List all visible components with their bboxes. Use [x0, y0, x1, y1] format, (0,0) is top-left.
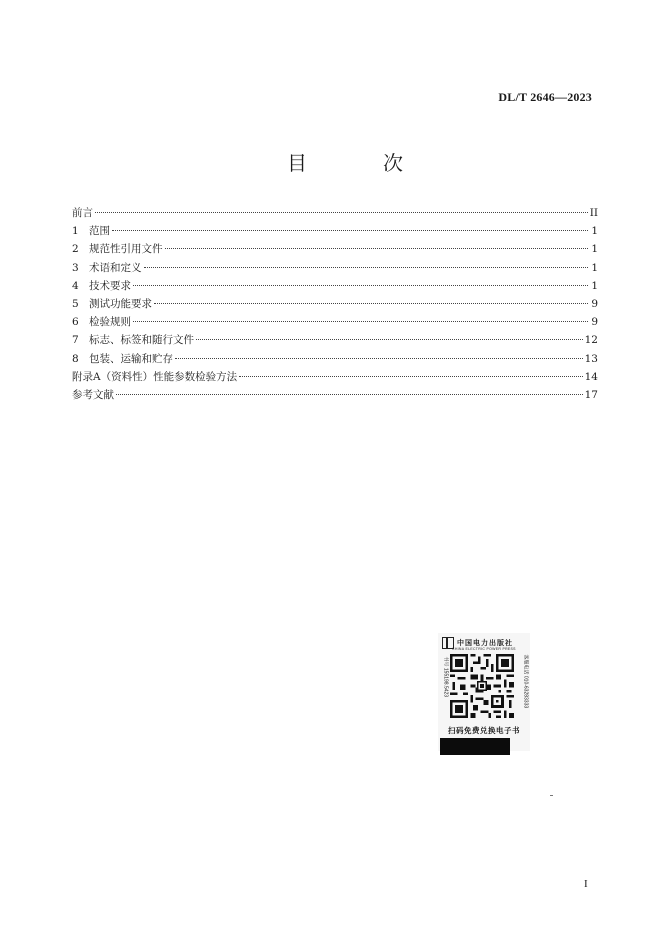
toc-entry[interactable]	[72, 204, 598, 222]
qr-code-icon[interactable]	[450, 654, 514, 718]
toc-entry-number: 4	[72, 279, 79, 292]
toc-entry-page: 1	[591, 261, 598, 274]
toc-entry[interactable]	[72, 222, 598, 240]
toc-entry-page: 17	[584, 388, 598, 401]
toc-entry-label: 检验规则	[89, 316, 131, 329]
toc-entry[interactable]	[72, 240, 598, 258]
toc-entry-number: 5	[72, 297, 79, 310]
qr-card	[438, 633, 530, 751]
toc-entry[interactable]	[72, 331, 598, 349]
page-title: 目 次	[287, 151, 431, 175]
standard-code: DL/T 2646—2023	[498, 90, 592, 104]
scan-caption: 扫码免费兑换电子书	[448, 726, 520, 735]
toc-entry-number: 1	[72, 225, 79, 238]
toc-entry-page: 12	[584, 334, 598, 347]
page-number: I	[584, 878, 588, 890]
scan-speck	[550, 795, 553, 796]
toc-leader-dots	[133, 321, 588, 322]
table-of-contents	[72, 204, 598, 404]
toc-leader-dots	[112, 230, 588, 231]
toc-entry[interactable]	[72, 277, 598, 295]
toc-entry-page: 1	[591, 279, 598, 292]
toc-entry-number: 2	[72, 243, 79, 256]
toc-leader-dots	[196, 339, 583, 340]
toc-entry-page: 1	[591, 243, 598, 256]
isbn-text: 书号 155198.5423	[442, 656, 449, 698]
toc-entry-page: 13	[584, 352, 598, 365]
toc-entry-page: II	[589, 207, 598, 219]
toc-entry-label: 术语和定义	[89, 261, 142, 274]
toc-entry[interactable]	[72, 386, 598, 404]
toc-entry-label: 标志、标签和随行文件	[89, 334, 194, 347]
toc-entry-label: 技术要求	[89, 279, 131, 292]
toc-leader-dots	[95, 212, 588, 213]
toc-entry-number: 7	[72, 334, 79, 347]
toc-entry[interactable]	[72, 313, 598, 331]
toc-leader-dots	[165, 248, 589, 249]
toc-entry[interactable]	[72, 368, 598, 386]
publisher-name-en: CHINA ELECTRIC POWER PRESS	[452, 647, 516, 651]
redaction-bar	[440, 738, 510, 755]
toc-leader-dots	[144, 267, 589, 268]
toc-entry[interactable]	[72, 350, 598, 368]
toc-entry-label: 包装、运输和贮存	[89, 352, 173, 365]
toc-entry-page: 9	[591, 316, 598, 329]
toc-entry-page: 9	[591, 297, 598, 310]
toc-leader-dots	[175, 358, 583, 359]
toc-entry-label: 前言	[72, 207, 93, 219]
toc-entry-page: 1	[591, 225, 598, 238]
toc-entry-number: 8	[72, 352, 79, 365]
toc-leader-dots	[133, 285, 588, 286]
toc-entry[interactable]	[72, 259, 598, 277]
toc-entry-label: 规范性引用文件	[89, 243, 163, 256]
publisher-name: 中国电力出版社	[457, 638, 513, 647]
toc-entry[interactable]	[72, 295, 598, 313]
toc-entry-number: 3	[72, 261, 79, 274]
toc-entry-number: 6	[72, 316, 79, 329]
toc-entry-label: 范围	[89, 225, 110, 238]
toc-entry-page: 14	[584, 370, 598, 383]
toc-entry-label: 测试功能要求	[89, 297, 152, 310]
toc-entry-label: 附录A（资料性）性能参数检验方法	[72, 370, 238, 383]
phone-text: 客服电话 010-63283333	[522, 654, 529, 709]
toc-entry-label: 参考文献	[72, 388, 114, 401]
toc-leader-dots	[239, 376, 583, 377]
toc-leader-dots	[116, 394, 583, 395]
toc-leader-dots	[154, 303, 588, 304]
